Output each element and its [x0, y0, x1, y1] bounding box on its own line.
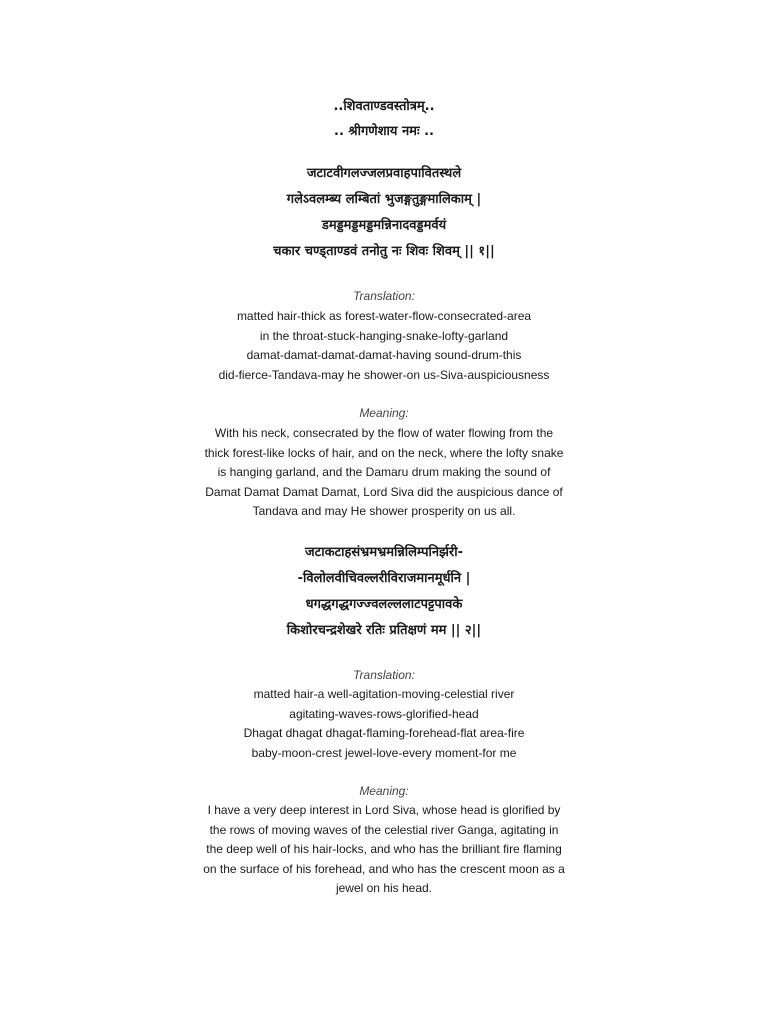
verse-line: चकार चण्ड्ताण्डवं तनोतु नः शिवः शिवम् || १|| — [273, 244, 495, 259]
meaning-line: I have a very deep interest in Lord Siva, whose head is glorified by — [207, 803, 561, 817]
translation-line: damat-damat-damat-damat-having sound-drum-this — [246, 348, 522, 363]
meaning-line: jewel on his head. — [335, 881, 433, 896]
translation-line: in the throat-stuck-hanging-snake-lofty-garland — [259, 328, 509, 343]
meaning-line: thick forest-like locks of hair, and on the neck, where the lofty snake — [204, 445, 564, 460]
translation-line: Dhagat dhagat dhagat-flaming-forehead-flat area-fire — [243, 726, 525, 741]
verse-line: जटाकटाहसंभ्रमभ्रमन्निलिम्पनिर्झरी- — [305, 545, 463, 560]
meaning-2 — [0, 801, 768, 899]
meaning-line: Damat Damat Damat Damat, Lord Siva did the auspicious dance of — [205, 484, 563, 499]
translation-line: matted hair-thick as forest-water-flow-consecrated-area — [236, 309, 532, 323]
document-header — [0, 94, 768, 144]
meaning-line: is hanging garland, and the Damaru drum making the sound of — [217, 465, 551, 480]
meaning-1 — [0, 424, 768, 522]
verse-line: डमड्डमड्डमड्डमन्निनादवड्डमर्वयं — [321, 218, 447, 233]
verse-2 — [0, 540, 768, 644]
verse-line: जटाटवीगलज्जलप्रवाहपावितस्थले — [306, 166, 462, 181]
translation-1 — [0, 307, 768, 385]
verse-line: किशोरचन्द्रशेखरे रतिः प्रतिक्षणं मम || २|| — [286, 623, 482, 638]
meaning-line: on the surface of his forehead, and who has the crescent moon as a — [203, 861, 565, 876]
verse-line: धगद्धगद्धगज्ज्वलल्ललाटपट्टपावके — [305, 597, 463, 612]
verse-1 — [0, 161, 768, 265]
translation-line: agitating-waves-rows-glorified-head — [289, 706, 479, 721]
verse-line: -विलोलवीचिवल्लरीविराजमानमूर्धनि | — [297, 571, 471, 586]
meaning-line: With his neck, consecrated by the flow of water flowing from the — [214, 426, 554, 440]
meaning-line: the deep well of his hair-locks, and who has the brilliant fire flaming — [206, 842, 562, 857]
invocation-line: .. श्रीगणेशाय नमः .. — [334, 124, 434, 139]
translation-line: did-fierce-Tandava-may he shower-on us-Siva-auspiciousness — [218, 367, 550, 382]
document-title: ..शिवताण्डवस्तोत्रम्.. — [333, 99, 435, 114]
translation-label: Translation: — [353, 289, 415, 303]
translation-label: Translation: — [353, 668, 415, 682]
meaning-label: Meaning: — [359, 784, 409, 798]
translation-line: matted hair-a well-agitation-moving-celestial river — [253, 687, 515, 701]
translation-2 — [0, 685, 768, 763]
verse-line: गलेऽवलम्ब्य लम्बितां भुजङ्गतुङ्गमालिकाम् | — [286, 192, 482, 207]
meaning-line: Tandava and may He shower prosperity on us all. — [252, 504, 516, 519]
translation-line: baby-moon-crest jewel-love-every moment-for me — [251, 745, 517, 760]
meaning-line: the rows of moving waves of the celestial river Ganga, agitating in — [209, 822, 559, 837]
meaning-label: Meaning: — [359, 406, 409, 420]
